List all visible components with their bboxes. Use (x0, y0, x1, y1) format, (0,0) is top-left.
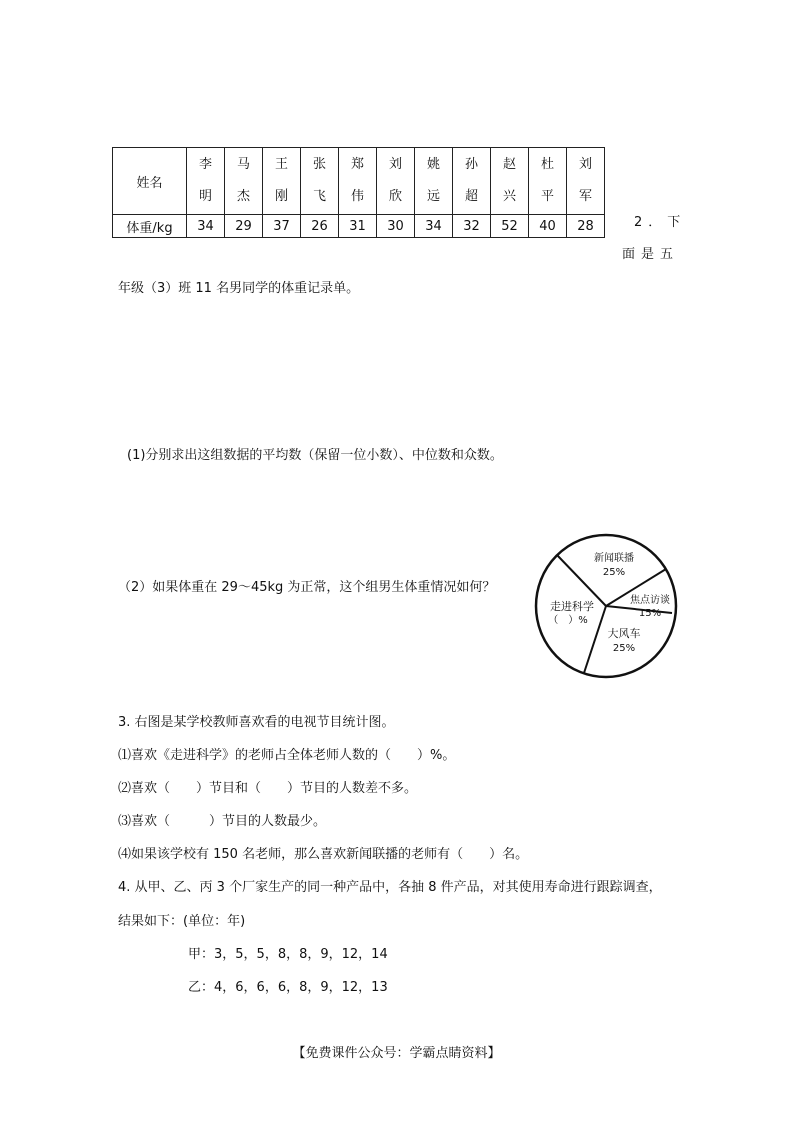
pie-slice-percent: 25% (602, 567, 626, 578)
weight-cell: 34 (415, 215, 453, 238)
student-name-cell: 王 刚 (263, 148, 301, 215)
question-4-data-yi: 乙：4，6，6，6，8，9，12，13 (188, 980, 388, 995)
row-label-cell: 体重/kg (113, 215, 187, 238)
weight-cell: 30 (377, 215, 415, 238)
pie-slice-label: 新闻联播 (594, 553, 634, 564)
weight-cell: 34 (187, 215, 225, 238)
pie-slice-percent: （ ）% (548, 615, 588, 626)
weight-table (112, 147, 605, 238)
question-2-intro: 年级（3）班 11 名男同学的体重记录单。 (118, 281, 360, 296)
question-4-line-1: 4. 从甲、乙、丙 3 个厂家生产的同一种产品中，各抽 8 件产品，对其使用寿命进行跟踪调查， (118, 880, 662, 895)
student-name-cell: 郑 伟 (339, 148, 377, 215)
weight-cell: 28 (567, 215, 605, 238)
weight-cell: 31 (339, 215, 377, 238)
question-4-line-2: 结果如下：(单位：年) (118, 914, 246, 929)
question-4-data-jia: 甲：3，5，5，8，8，9，12，14 (188, 947, 388, 962)
question-3-item: ⑶喜欢（ ）节目的人数最少。 (118, 814, 327, 829)
student-name-cell: 姚 远 (415, 148, 453, 215)
student-name-cell: 马 杰 (225, 148, 263, 215)
page-footer: 【免费课件公众号：学霸点睛资料】 (292, 1046, 501, 1061)
question-2-intro-right: 面是五 (622, 247, 680, 262)
student-name-cell: 李 明 (187, 148, 225, 215)
weight-cell: 52 (491, 215, 529, 238)
weight-cell: 37 (263, 215, 301, 238)
student-name-cell: 刘 欣 (377, 148, 415, 215)
question-2-part-1: (1)分别求出这组数据的平均数（保留一位小数）、中位数和众数。 (127, 448, 503, 463)
pie-slice-label: 走进科学 (550, 600, 594, 613)
question-3-title: 3. 右图是某学校教师喜欢看的电视节目统计图。 (118, 715, 395, 730)
weight-cell: 40 (529, 215, 567, 238)
student-name-cell: 张 飞 (301, 148, 339, 215)
question-3-item: ⑵喜欢（ ）节目和（ ）节目的人数差不多。 (118, 781, 418, 796)
question-2-number: 2．下 (634, 215, 687, 230)
header-label-cell: 姓名 (113, 148, 187, 215)
student-name-cell: 刘 军 (567, 148, 605, 215)
pie-slice-percent: 25% (612, 643, 636, 654)
pie-slice-label: 焦点访谈 (630, 595, 670, 606)
question-3-item: ⑴喜欢《走进科学》的老师占全体老师人数的（ ）%。 (118, 748, 456, 763)
student-name-cell: 赵 兴 (491, 148, 529, 215)
pie-slice-label: 大风车 (607, 627, 641, 640)
question-3-item: ⑷如果该学校有 150 名老师，那么喜欢新闻联播的老师有（ ）名。 (118, 847, 529, 862)
question-2-part-2: （2）如果体重在 29～45kg 为正常，这个组男生体重情况如何？ (118, 580, 496, 595)
tv-program-pie-chart (532, 530, 682, 682)
weight-cell: 26 (301, 215, 339, 238)
weight-cell: 29 (225, 215, 263, 238)
pie-slice-percent: 15% (638, 608, 662, 619)
student-name-cell: 杜 平 (529, 148, 567, 215)
weight-cell: 32 (453, 215, 491, 238)
student-name-cell: 孙 超 (453, 148, 491, 215)
